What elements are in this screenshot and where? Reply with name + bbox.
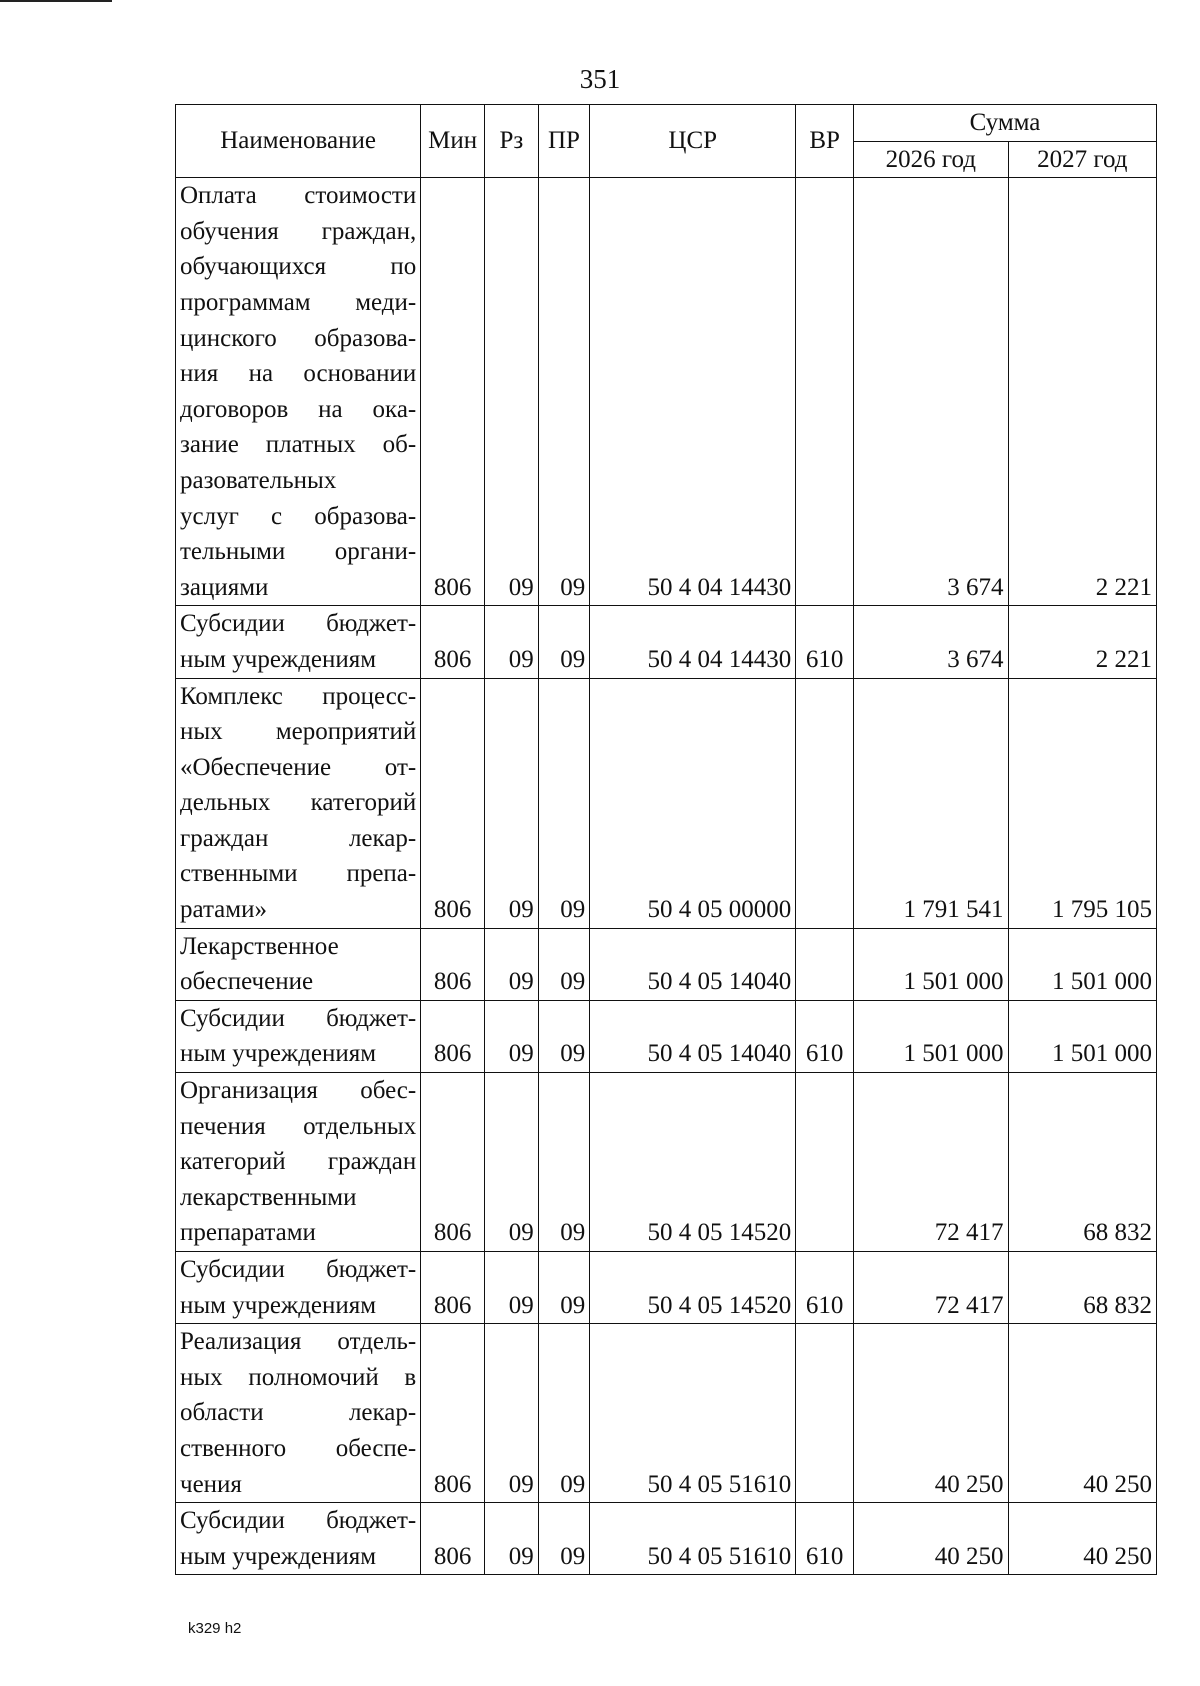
row-name-line: ственного обеспе- [180, 1434, 417, 1462]
row-name [176, 1503, 421, 1575]
table-body [176, 178, 1157, 1575]
row-csr: 50 4 04 14430 [590, 606, 796, 678]
row-name-line: Комплекс процесс- [180, 682, 417, 710]
page-number: 351 [579, 64, 621, 94]
row-name-line: Субсидии бюджет- [180, 1256, 417, 1283]
row-name-line: области лекар- [180, 1399, 417, 1427]
row-2026: 72 417 [853, 1073, 1008, 1252]
row-name-line: договоров на ока- [180, 395, 417, 423]
row-vr [796, 678, 854, 928]
row-min: 806 [421, 606, 485, 678]
row-vr: 610 [796, 1000, 854, 1072]
header-vr: ВР [796, 105, 854, 178]
row-2027: 2 221 [1008, 178, 1156, 606]
row-name-line: ратами» [180, 896, 267, 924]
row-2026: 40 250 [853, 1503, 1008, 1575]
table-header [176, 105, 1157, 178]
header-2026: 2026 год [853, 141, 1008, 178]
row-name-line: обеспечение [180, 968, 314, 996]
row-vr: 610 [796, 1252, 854, 1324]
row-name-line: печения отдельных [180, 1112, 417, 1140]
row-name-line: лекарственными [180, 1183, 357, 1211]
table-row [176, 1252, 1157, 1324]
row-name-line: ным учреждениям [180, 1542, 377, 1570]
row-min: 806 [421, 928, 485, 1000]
row-2026: 40 250 [853, 1324, 1008, 1503]
row-name-line: ния на основании [180, 360, 417, 388]
row-name [176, 178, 421, 606]
row-name-line: ным учреждениям [180, 645, 377, 673]
header-rz: Рз [485, 105, 539, 178]
row-2027: 40 250 [1008, 1324, 1156, 1503]
header-min: Мин [421, 105, 485, 178]
table-row [176, 606, 1157, 678]
row-2027: 1 501 000 [1008, 928, 1156, 1000]
row-name-line: разовательных [180, 466, 337, 494]
row-name-line: услуг с образова- [180, 502, 417, 530]
row-2026: 1 791 541 [853, 678, 1008, 928]
row-name-line: «Обеспечение от- [180, 753, 417, 781]
header-name: Наименование [176, 105, 421, 178]
row-name-line: Организация обес- [180, 1077, 417, 1105]
row-pr: 09 [538, 1252, 590, 1324]
row-name-line: обучающихся по [180, 253, 417, 281]
table-row [176, 678, 1157, 928]
row-name-line: ным учреждениям [180, 1291, 377, 1319]
row-rz: 09 [485, 178, 539, 606]
footer-code: k329 h2 [188, 1620, 242, 1637]
header-2027: 2027 год [1008, 141, 1156, 178]
row-vr [796, 178, 854, 606]
row-vr [796, 928, 854, 1000]
row-csr: 50 4 05 14520 [590, 1073, 796, 1252]
row-2027: 1 501 000 [1008, 1000, 1156, 1072]
row-2027: 68 832 [1008, 1073, 1156, 1252]
row-name [176, 606, 421, 678]
row-name-line: Оплата стоимости [180, 182, 417, 210]
row-name [176, 928, 421, 1000]
table-row [176, 1503, 1157, 1575]
row-2026: 72 417 [853, 1252, 1008, 1324]
row-vr: 610 [796, 606, 854, 678]
row-csr: 50 4 05 14040 [590, 928, 796, 1000]
table-row [176, 928, 1157, 1000]
row-pr: 09 [538, 678, 590, 928]
row-name [176, 1252, 421, 1324]
table-row [176, 1324, 1157, 1503]
row-csr: 50 4 05 51610 [590, 1503, 796, 1575]
row-min: 806 [421, 178, 485, 606]
row-name-line: Субсидии бюджет- [180, 1507, 417, 1535]
budget-table [175, 104, 1157, 1575]
row-rz: 09 [485, 928, 539, 1000]
row-name-line: зание платных об- [180, 431, 417, 459]
corner-mark [0, 0, 112, 2]
row-name [176, 1324, 421, 1503]
row-pr: 09 [538, 1000, 590, 1072]
row-min: 806 [421, 1324, 485, 1503]
row-csr: 50 4 05 14040 [590, 1000, 796, 1072]
row-csr: 50 4 05 14520 [590, 1252, 796, 1324]
row-csr: 50 4 05 51610 [590, 1324, 796, 1503]
row-rz: 09 [485, 1252, 539, 1324]
row-name [176, 1073, 421, 1252]
row-rz: 09 [485, 1073, 539, 1252]
row-name-line: цинского образова- [180, 324, 417, 352]
header-pr: ПР [538, 105, 590, 178]
row-vr [796, 1324, 854, 1503]
table-row [176, 1073, 1157, 1252]
row-min: 806 [421, 678, 485, 928]
row-name-line: ным учреждениям [180, 1040, 377, 1068]
row-name [176, 1000, 421, 1072]
row-pr: 09 [538, 178, 590, 606]
row-2027: 40 250 [1008, 1503, 1156, 1575]
row-pr: 09 [538, 928, 590, 1000]
row-csr: 50 4 05 00000 [590, 678, 796, 928]
row-min: 806 [421, 1252, 485, 1324]
row-rz: 09 [485, 1000, 539, 1072]
row-name-line: обучения граждан, [180, 217, 417, 245]
row-name-line: ных мероприятий [180, 718, 417, 746]
row-2027: 1 795 105 [1008, 678, 1156, 928]
row-vr: 610 [796, 1503, 854, 1575]
row-min: 806 [421, 1503, 485, 1575]
row-2026: 1 501 000 [853, 1000, 1008, 1072]
row-name-line: зациями [180, 573, 269, 601]
table-row [176, 178, 1157, 606]
row-2027: 2 221 [1008, 606, 1156, 678]
row-name-line: Лекарственное [180, 932, 339, 960]
header-sum: Сумма [853, 105, 1156, 142]
row-name-line: граждан лекар- [180, 824, 417, 852]
row-rz: 09 [485, 606, 539, 678]
row-name-line: дельных категорий [180, 789, 417, 817]
row-name-line: препаратами [180, 1219, 316, 1247]
row-name-line: Реализация отдель- [180, 1328, 417, 1356]
table-row [176, 1000, 1157, 1072]
row-2027: 68 832 [1008, 1252, 1156, 1324]
row-name [176, 678, 421, 928]
row-min: 806 [421, 1073, 485, 1252]
row-pr: 09 [538, 1324, 590, 1503]
row-name-line: программам меди- [180, 288, 417, 316]
header-csr: ЦСР [590, 105, 796, 178]
row-rz: 09 [485, 678, 539, 928]
row-2026: 3 674 [853, 178, 1008, 606]
row-rz: 09 [485, 1324, 539, 1503]
row-name-line: ных полномочий в [180, 1363, 417, 1391]
row-name-line: Субсидии бюджет- [180, 610, 417, 638]
row-name-line: ственными препа- [180, 860, 417, 888]
row-name-line: категорий граждан [180, 1148, 417, 1176]
row-name-line: чения [180, 1470, 242, 1498]
row-name-line: Субсидии бюджет- [180, 1004, 417, 1032]
row-2026: 3 674 [853, 606, 1008, 678]
row-pr: 09 [538, 1503, 590, 1575]
row-pr: 09 [538, 606, 590, 678]
row-min: 806 [421, 1000, 485, 1072]
row-vr [796, 1073, 854, 1252]
row-name-line: тельными органи- [180, 538, 417, 566]
row-pr: 09 [538, 1073, 590, 1252]
row-2026: 1 501 000 [853, 928, 1008, 1000]
row-csr: 50 4 04 14430 [590, 178, 796, 606]
row-rz: 09 [485, 1503, 539, 1575]
